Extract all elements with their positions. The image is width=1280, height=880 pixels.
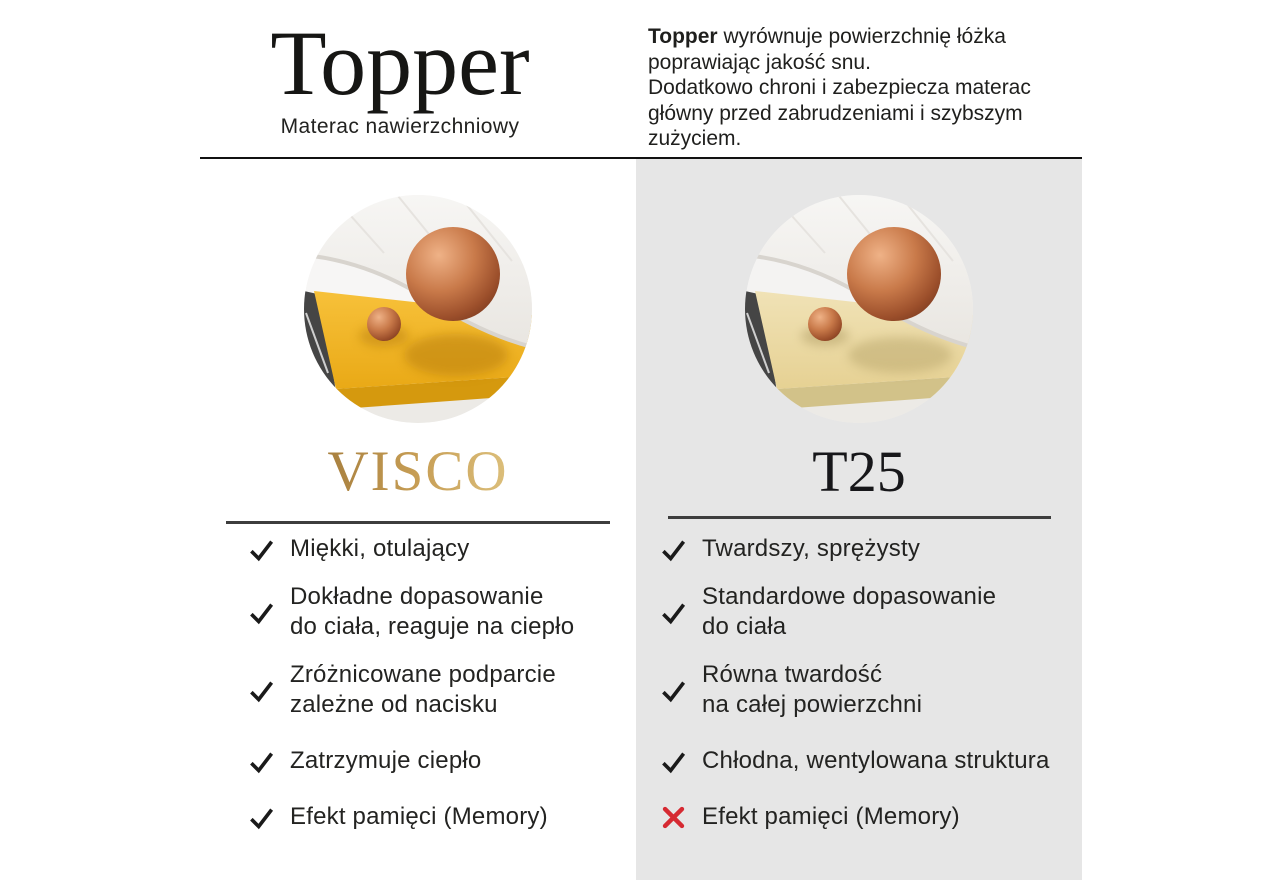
feature-check-icon	[248, 536, 275, 563]
feature-text: Twardszy, sprężysty	[702, 535, 921, 562]
large-copper-ball	[406, 227, 500, 321]
t25-topper-photo	[745, 195, 973, 423]
list-item	[248, 582, 636, 642]
list-item	[248, 746, 636, 776]
list-item	[660, 534, 1082, 564]
page-title: Topper	[270, 12, 530, 114]
t25-heading	[636, 440, 1082, 504]
feature-check-icon	[660, 677, 687, 704]
feature-check-icon	[660, 536, 687, 563]
description-line: główny przed zabrudzeniami i szybszym	[648, 101, 1023, 125]
feature-cross-icon	[660, 804, 687, 831]
t25-underline	[668, 516, 1051, 519]
list-item	[660, 582, 1082, 642]
visco-heading	[200, 440, 636, 504]
feature-text: Efekt pamięci (Memory)	[290, 803, 548, 830]
description-line: poprawiając jakość snu.	[648, 50, 871, 74]
t25-topper-illustration	[745, 195, 973, 423]
visco-topper-illustration	[304, 195, 532, 423]
description-bold-word: Topper	[648, 25, 718, 48]
page-subtitle: Materac nawierzchniowy	[280, 115, 520, 139]
list-item	[248, 660, 636, 720]
feature-text: Efekt pamięci (Memory)	[702, 803, 960, 830]
feature-check-icon	[660, 748, 687, 775]
foam-large-indentation	[404, 334, 508, 376]
list-item	[660, 660, 1082, 720]
feature-text: Zatrzymuje ciepło	[290, 747, 482, 774]
column-t25	[636, 159, 1082, 850]
feature-text: Standardowe dopasowanie do ciała	[702, 583, 997, 640]
feature-text: Dokładne dopasowanie do ciała, reaguje na ciepło	[290, 583, 575, 640]
visco-heading-svg	[200, 440, 636, 504]
large-copper-ball	[847, 227, 941, 321]
foam-large-indentation	[848, 337, 952, 373]
small-copper-ball	[367, 307, 401, 341]
list-item	[660, 746, 1082, 776]
feature-text: Miękki, otulający	[290, 535, 470, 562]
description-line: zużyciem.	[648, 127, 742, 151]
list-item	[660, 802, 1082, 832]
list-item	[248, 802, 636, 832]
visco-topper-photo	[304, 195, 532, 423]
small-copper-ball	[808, 307, 842, 341]
t25-title-text: T25	[812, 439, 906, 504]
feature-text: Równa twardość na całej powierzchni	[702, 661, 923, 718]
feature-check-icon	[248, 804, 275, 831]
feature-text: Zróżnicowane podparcie zależne od nacisku	[290, 661, 556, 718]
description-line: Dodatkowo chroni i zabezpiecza materac	[648, 76, 1031, 100]
product-description	[648, 24, 1058, 152]
feature-check-icon	[248, 677, 275, 704]
visco-feature-list	[200, 534, 636, 832]
feature-check-icon	[248, 748, 275, 775]
list-item	[248, 534, 636, 564]
t25-feature-list	[636, 534, 1082, 832]
feature-check-icon	[248, 599, 275, 626]
visco-title-text: VISCO	[327, 440, 509, 503]
brand-block	[200, 14, 600, 139]
visco-underline	[226, 521, 610, 524]
column-visco	[200, 159, 636, 850]
description-line: Topper wyrównuje powierzchnię łóżka	[648, 25, 1006, 48]
feature-check-icon	[660, 599, 687, 626]
feature-text: Chłodna, wentylowana struktura	[702, 747, 1050, 774]
